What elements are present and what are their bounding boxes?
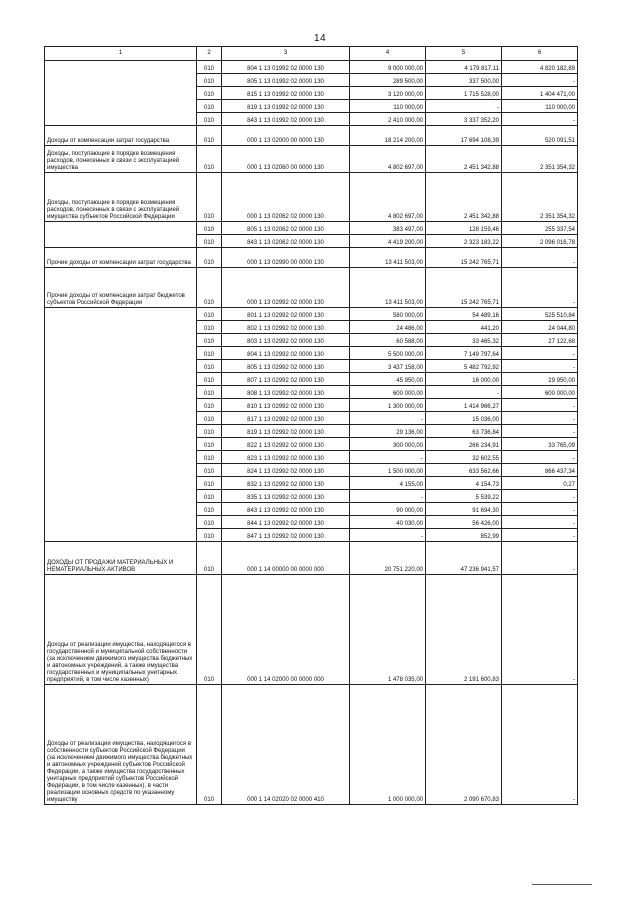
row-budget-code: 808 1 13 02992 02 0000 130 bbox=[222, 386, 350, 399]
row-planned-value: 3 437 158,00 bbox=[350, 360, 426, 373]
column-header-6: 6 bbox=[502, 47, 578, 61]
row-budget-code: 000 1 14 00000 00 0000 000 bbox=[222, 542, 350, 575]
row-planned-value: 20 751 220,00 bbox=[350, 542, 426, 575]
row-planned-value: 18 214 200,00 bbox=[350, 126, 426, 146]
table-row bbox=[45, 61, 578, 74]
row-planned-value: 2 410 000,00 bbox=[350, 113, 426, 126]
row-code: 010 bbox=[197, 685, 222, 805]
table-row bbox=[45, 386, 578, 399]
row-budget-code: 815 1 13 01992 02 0000 130 bbox=[222, 87, 350, 100]
row-name bbox=[45, 74, 197, 87]
row-code: 010 bbox=[197, 360, 222, 373]
row-planned-value: 580 000,00 bbox=[350, 308, 426, 321]
row-unexecuted-value: 24 044,80 bbox=[502, 321, 578, 334]
row-name bbox=[45, 464, 197, 477]
row-name: Доходы, поступающие в порядке возмещения расходов, понесенных в связи с эксплуатацией имущества субъектов Российской Федерации bbox=[45, 173, 197, 222]
row-code: 010 bbox=[197, 126, 222, 146]
row-planned-value: 45 950,00 bbox=[350, 373, 426, 386]
table-row bbox=[45, 425, 578, 438]
row-budget-code: 804 1 13 02992 02 0000 130 bbox=[222, 347, 350, 360]
row-unexecuted-value: 4 820 182,89 bbox=[502, 61, 578, 74]
table-row bbox=[45, 334, 578, 347]
row-budget-code: 843 1 13 02062 02 0000 130 bbox=[222, 235, 350, 248]
row-unexecuted-value: 29 950,00 bbox=[502, 373, 578, 386]
row-planned-value: 29 136,00 bbox=[350, 425, 426, 438]
row-unexecuted-value: 0,27 bbox=[502, 477, 578, 490]
row-code: 010 bbox=[197, 321, 222, 334]
row-planned-value: 40 030,00 bbox=[350, 516, 426, 529]
row-unexecuted-value: 33 765,09 bbox=[502, 438, 578, 451]
row-code: 010 bbox=[197, 373, 222, 386]
table-row bbox=[45, 126, 578, 146]
row-unexecuted-value: - bbox=[502, 503, 578, 516]
row-budget-code: 843 1 13 01992 02 0000 130 bbox=[222, 113, 350, 126]
row-name: Доходы, поступающие в порядке возмещения расходов, понесенных в связи с эксплуатацией имущества bbox=[45, 146, 197, 173]
row-planned-value: 90 000,00 bbox=[350, 503, 426, 516]
row-executed-value: 2 323 183,22 bbox=[426, 235, 502, 248]
row-planned-value: 1 000 000,00 bbox=[350, 685, 426, 805]
table-row bbox=[45, 173, 578, 222]
row-unexecuted-value: - bbox=[502, 248, 578, 268]
row-budget-code: 817 1 13 02992 02 0000 130 bbox=[222, 412, 350, 425]
row-executed-value: 5 539,22 bbox=[426, 490, 502, 503]
row-code: 010 bbox=[197, 399, 222, 412]
row-budget-code: 832 1 13 02992 02 0000 130 bbox=[222, 477, 350, 490]
row-executed-value: 4 154,73 bbox=[426, 477, 502, 490]
row-code: 010 bbox=[197, 74, 222, 87]
row-budget-code: 803 1 13 02992 02 0000 130 bbox=[222, 334, 350, 347]
row-executed-value: 47 236 941,57 bbox=[426, 542, 502, 575]
row-executed-value: 32 602,55 bbox=[426, 451, 502, 464]
row-unexecuted-value: - bbox=[502, 399, 578, 412]
row-code: 010 bbox=[197, 100, 222, 113]
row-executed-value: 16 000,00 bbox=[426, 373, 502, 386]
table-row bbox=[45, 575, 578, 685]
table-row bbox=[45, 347, 578, 360]
row-name bbox=[45, 399, 197, 412]
column-header-1: 1 bbox=[45, 47, 197, 61]
table-row bbox=[45, 542, 578, 575]
row-executed-value: 91 694,30 bbox=[426, 503, 502, 516]
row-planned-value: - bbox=[350, 490, 426, 503]
row-name: Доходы от компенсации затрат государства bbox=[45, 126, 197, 146]
row-executed-value: 266 234,91 bbox=[426, 438, 502, 451]
table-row bbox=[45, 222, 578, 235]
row-name bbox=[45, 321, 197, 334]
row-unexecuted-value: 520 091,51 bbox=[502, 126, 578, 146]
row-name bbox=[45, 308, 197, 321]
row-unexecuted-value: - bbox=[502, 412, 578, 425]
row-code: 010 bbox=[197, 575, 222, 685]
row-executed-value: 15 036,00 bbox=[426, 412, 502, 425]
row-unexecuted-value: - bbox=[502, 360, 578, 373]
row-budget-code: 822 1 13 02992 02 0000 130 bbox=[222, 438, 350, 451]
row-code: 010 bbox=[197, 113, 222, 126]
row-name bbox=[45, 477, 197, 490]
row-code: 010 bbox=[197, 61, 222, 74]
row-name bbox=[45, 100, 197, 113]
row-planned-value: 13 411 503,00 bbox=[350, 248, 426, 268]
row-budget-code: 805 1 13 02992 02 0000 130 bbox=[222, 360, 350, 373]
row-unexecuted-value: - bbox=[502, 347, 578, 360]
row-planned-value: 4 419 200,00 bbox=[350, 235, 426, 248]
row-executed-value: 1 414 966,27 bbox=[426, 399, 502, 412]
row-executed-value: 54 489,16 bbox=[426, 308, 502, 321]
row-name bbox=[45, 373, 197, 386]
table-row bbox=[45, 503, 578, 516]
row-unexecuted-value: - bbox=[502, 451, 578, 464]
row-planned-value: 1 500 000,00 bbox=[350, 464, 426, 477]
row-code: 010 bbox=[197, 334, 222, 347]
table-row bbox=[45, 451, 578, 464]
row-unexecuted-value: 110 000,00 bbox=[502, 100, 578, 113]
row-unexecuted-value: - bbox=[502, 425, 578, 438]
row-executed-value: 337 500,00 bbox=[426, 74, 502, 87]
row-budget-code: 807 1 13 02992 02 0000 130 bbox=[222, 373, 350, 386]
row-budget-code: 823 1 13 02992 02 0000 130 bbox=[222, 451, 350, 464]
table-row bbox=[45, 87, 578, 100]
row-executed-value: 3 337 352,20 bbox=[426, 113, 502, 126]
table-row bbox=[45, 268, 578, 308]
row-name: Доходы от реализации имущества, находящегося в собственности субъектов Российской Федерации (за исключением движимого имущества бюджетных и автономных учреждений субъектов Российской Федерации, а также имущества государственных унитарных предприятий субъектов Российской Федерации, в том числе казенных), в части реализации основных средств по указанному имуществу bbox=[45, 685, 197, 805]
row-budget-code: 000 1 14 02000 00 0000 000 bbox=[222, 575, 350, 685]
row-name bbox=[45, 347, 197, 360]
row-executed-value: 33 465,32 bbox=[426, 334, 502, 347]
report-body bbox=[45, 61, 578, 805]
row-unexecuted-value: - bbox=[502, 74, 578, 87]
row-budget-code: 000 1 13 02000 00 0000 130 bbox=[222, 126, 350, 146]
row-unexecuted-value: 1 404 471,00 bbox=[502, 87, 578, 100]
row-name bbox=[45, 113, 197, 126]
row-budget-code: 802 1 13 02992 02 0000 130 bbox=[222, 321, 350, 334]
row-name bbox=[45, 235, 197, 248]
row-executed-value: 56 426,00 bbox=[426, 516, 502, 529]
table-row bbox=[45, 360, 578, 373]
row-planned-value: 289 500,00 bbox=[350, 74, 426, 87]
table-row bbox=[45, 464, 578, 477]
row-unexecuted-value: 525 510,84 bbox=[502, 308, 578, 321]
row-name: Прочие доходы от компенсации затрат бюджетов субъектов Российской Федерации bbox=[45, 268, 197, 308]
page-number: 14 bbox=[313, 33, 327, 44]
row-planned-value: 5 500 000,00 bbox=[350, 347, 426, 360]
row-code: 010 bbox=[197, 529, 222, 542]
row-name bbox=[45, 360, 197, 373]
table-row bbox=[45, 248, 578, 268]
row-name bbox=[45, 87, 197, 100]
footer-rule bbox=[532, 884, 592, 885]
row-unexecuted-value: 27 122,68 bbox=[502, 334, 578, 347]
row-executed-value: 1 715 528,00 bbox=[426, 87, 502, 100]
row-executed-value: 5 482 792,92 bbox=[426, 360, 502, 373]
row-unexecuted-value: - bbox=[502, 575, 578, 685]
row-executed-value: - bbox=[426, 386, 502, 399]
row-planned-value: 4 155,00 bbox=[350, 477, 426, 490]
row-executed-value: 15 242 765,71 bbox=[426, 248, 502, 268]
row-unexecuted-value: - bbox=[502, 516, 578, 529]
row-code: 010 bbox=[197, 146, 222, 173]
row-code: 010 bbox=[197, 386, 222, 399]
row-unexecuted-value: 866 437,34 bbox=[502, 464, 578, 477]
row-unexecuted-value: - bbox=[502, 529, 578, 542]
row-unexecuted-value: - bbox=[502, 685, 578, 805]
row-code: 010 bbox=[197, 477, 222, 490]
row-planned-value: 13 411 503,00 bbox=[350, 268, 426, 308]
column-number-row bbox=[45, 47, 578, 61]
row-code: 010 bbox=[197, 268, 222, 308]
row-name bbox=[45, 490, 197, 503]
row-code: 010 bbox=[197, 490, 222, 503]
row-planned-value: 383 497,00 bbox=[350, 222, 426, 235]
row-planned-value: 600 000,00 bbox=[350, 386, 426, 399]
row-executed-value: 15 242 765,71 bbox=[426, 268, 502, 308]
row-budget-code: 843 1 13 02992 02 0000 130 bbox=[222, 503, 350, 516]
row-planned-value: 4 802 697,00 bbox=[350, 146, 426, 173]
column-header-5: 5 bbox=[426, 47, 502, 61]
table-row bbox=[45, 399, 578, 412]
row-budget-code: 835 1 13 02992 02 0000 130 bbox=[222, 490, 350, 503]
table-row bbox=[45, 74, 578, 87]
row-budget-code: 824 1 13 02992 02 0000 130 bbox=[222, 464, 350, 477]
row-unexecuted-value: - bbox=[502, 542, 578, 575]
row-planned-value: - bbox=[350, 529, 426, 542]
row-budget-code: 805 1 13 02062 02 0000 130 bbox=[222, 222, 350, 235]
row-name bbox=[45, 451, 197, 464]
row-executed-value: 2 451 342,88 bbox=[426, 146, 502, 173]
row-unexecuted-value: 255 337,54 bbox=[502, 222, 578, 235]
row-name: Прочие доходы от компенсации затрат государства bbox=[45, 248, 197, 268]
row-planned-value: 24 486,00 bbox=[350, 321, 426, 334]
row-planned-value: 300 000,00 bbox=[350, 438, 426, 451]
row-code: 010 bbox=[197, 308, 222, 321]
row-budget-code: 000 1 13 02992 02 0000 130 bbox=[222, 268, 350, 308]
row-code: 010 bbox=[197, 438, 222, 451]
row-executed-value: - bbox=[426, 100, 502, 113]
income-report-table bbox=[44, 46, 578, 805]
row-budget-code: 000 1 14 02020 02 0000 410 bbox=[222, 685, 350, 805]
row-budget-code: 810 1 13 02992 02 0000 130 bbox=[222, 399, 350, 412]
row-unexecuted-value: 2 351 354,32 bbox=[502, 173, 578, 222]
row-planned-value: 60 588,00 bbox=[350, 334, 426, 347]
column-header-3: 3 bbox=[222, 47, 350, 61]
row-planned-value: 9 000 000,00 bbox=[350, 61, 426, 74]
row-name: Доходы от реализации имущества, находящегося в государственной и муниципальной собственности (за исключением движимого имущества бюджетных и автономных учреждений, а также имущества государственных и муниципальных унитарных предприятий, в том числе казенных) bbox=[45, 575, 197, 685]
row-name bbox=[45, 222, 197, 235]
row-code: 010 bbox=[197, 425, 222, 438]
table-row bbox=[45, 146, 578, 173]
row-name bbox=[45, 503, 197, 516]
row-code: 010 bbox=[197, 451, 222, 464]
row-code: 010 bbox=[197, 173, 222, 222]
row-planned-value: 1 478 035,00 bbox=[350, 575, 426, 685]
row-executed-value: 441,20 bbox=[426, 321, 502, 334]
row-name bbox=[45, 425, 197, 438]
table-row bbox=[45, 321, 578, 334]
row-code: 010 bbox=[197, 222, 222, 235]
row-executed-value: 128 159,46 bbox=[426, 222, 502, 235]
table-row bbox=[45, 477, 578, 490]
row-budget-code: 000 1 13 02060 00 0000 130 bbox=[222, 146, 350, 173]
row-budget-code: 847 1 13 02992 02 0000 130 bbox=[222, 529, 350, 542]
row-planned-value: 4 802 697,00 bbox=[350, 173, 426, 222]
row-planned-value: 110 000,00 bbox=[350, 100, 426, 113]
row-code: 010 bbox=[197, 542, 222, 575]
row-name bbox=[45, 386, 197, 399]
table-row bbox=[45, 490, 578, 503]
row-code: 010 bbox=[197, 464, 222, 477]
row-budget-code: 801 1 13 02992 02 0000 130 bbox=[222, 308, 350, 321]
row-executed-value: 852,99 bbox=[426, 529, 502, 542]
row-code: 010 bbox=[197, 516, 222, 529]
table-row bbox=[45, 438, 578, 451]
row-code: 010 bbox=[197, 87, 222, 100]
table-row bbox=[45, 100, 578, 113]
row-code: 010 bbox=[197, 235, 222, 248]
row-name bbox=[45, 438, 197, 451]
row-name: ДОХОДЫ ОТ ПРОДАЖИ МАТЕРИАЛЬНЫХ И НЕМАТЕРИАЛЬНЫХ АКТИВОВ bbox=[45, 542, 197, 575]
row-executed-value: 633 562,66 bbox=[426, 464, 502, 477]
row-budget-code: 819 1 13 02992 02 0000 130 bbox=[222, 425, 350, 438]
row-unexecuted-value: 2 096 016,78 bbox=[502, 235, 578, 248]
table-row bbox=[45, 308, 578, 321]
row-budget-code: 819 1 13 01992 02 0000 130 bbox=[222, 100, 350, 113]
table-row bbox=[45, 235, 578, 248]
table-row bbox=[45, 412, 578, 425]
row-unexecuted-value: 2 351 354,32 bbox=[502, 146, 578, 173]
row-code: 010 bbox=[197, 412, 222, 425]
row-executed-value: 2 451 342,88 bbox=[426, 173, 502, 222]
row-executed-value: 63 736,84 bbox=[426, 425, 502, 438]
row-executed-value: 2 090 670,83 bbox=[426, 685, 502, 805]
row-code: 010 bbox=[197, 248, 222, 268]
row-name bbox=[45, 516, 197, 529]
row-name bbox=[45, 334, 197, 347]
row-budget-code: 000 1 13 02990 00 0000 130 bbox=[222, 248, 350, 268]
row-name bbox=[45, 61, 197, 74]
row-code: 010 bbox=[197, 503, 222, 516]
column-header-4: 4 bbox=[350, 47, 426, 61]
row-planned-value: - bbox=[350, 451, 426, 464]
table-row bbox=[45, 685, 578, 805]
row-unexecuted-value: - bbox=[502, 113, 578, 126]
row-budget-code: 000 1 13 02062 02 0000 130 bbox=[222, 173, 350, 222]
row-code: 010 bbox=[197, 347, 222, 360]
table-row bbox=[45, 516, 578, 529]
row-name bbox=[45, 529, 197, 542]
row-unexecuted-value: 600 000,00 bbox=[502, 386, 578, 399]
row-unexecuted-value: - bbox=[502, 490, 578, 503]
row-budget-code: 804 1 13 01992 02 0000 130 bbox=[222, 61, 350, 74]
column-header-2: 2 bbox=[197, 47, 222, 61]
row-unexecuted-value: - bbox=[502, 268, 578, 308]
table-row bbox=[45, 373, 578, 386]
row-budget-code: 805 1 13 01992 02 0000 130 bbox=[222, 74, 350, 87]
row-executed-value: 7 149 797,64 bbox=[426, 347, 502, 360]
table-row bbox=[45, 529, 578, 542]
row-executed-value: 2 191 600,83 bbox=[426, 575, 502, 685]
table-row bbox=[45, 113, 578, 126]
row-executed-value: 17 694 108,39 bbox=[426, 126, 502, 146]
row-name bbox=[45, 412, 197, 425]
row-planned-value: 3 120 000,00 bbox=[350, 87, 426, 100]
row-planned-value: - bbox=[350, 412, 426, 425]
row-executed-value: 4 179 817,11 bbox=[426, 61, 502, 74]
row-budget-code: 844 1 13 02992 02 0000 130 bbox=[222, 516, 350, 529]
row-planned-value: 1 300 000,00 bbox=[350, 399, 426, 412]
